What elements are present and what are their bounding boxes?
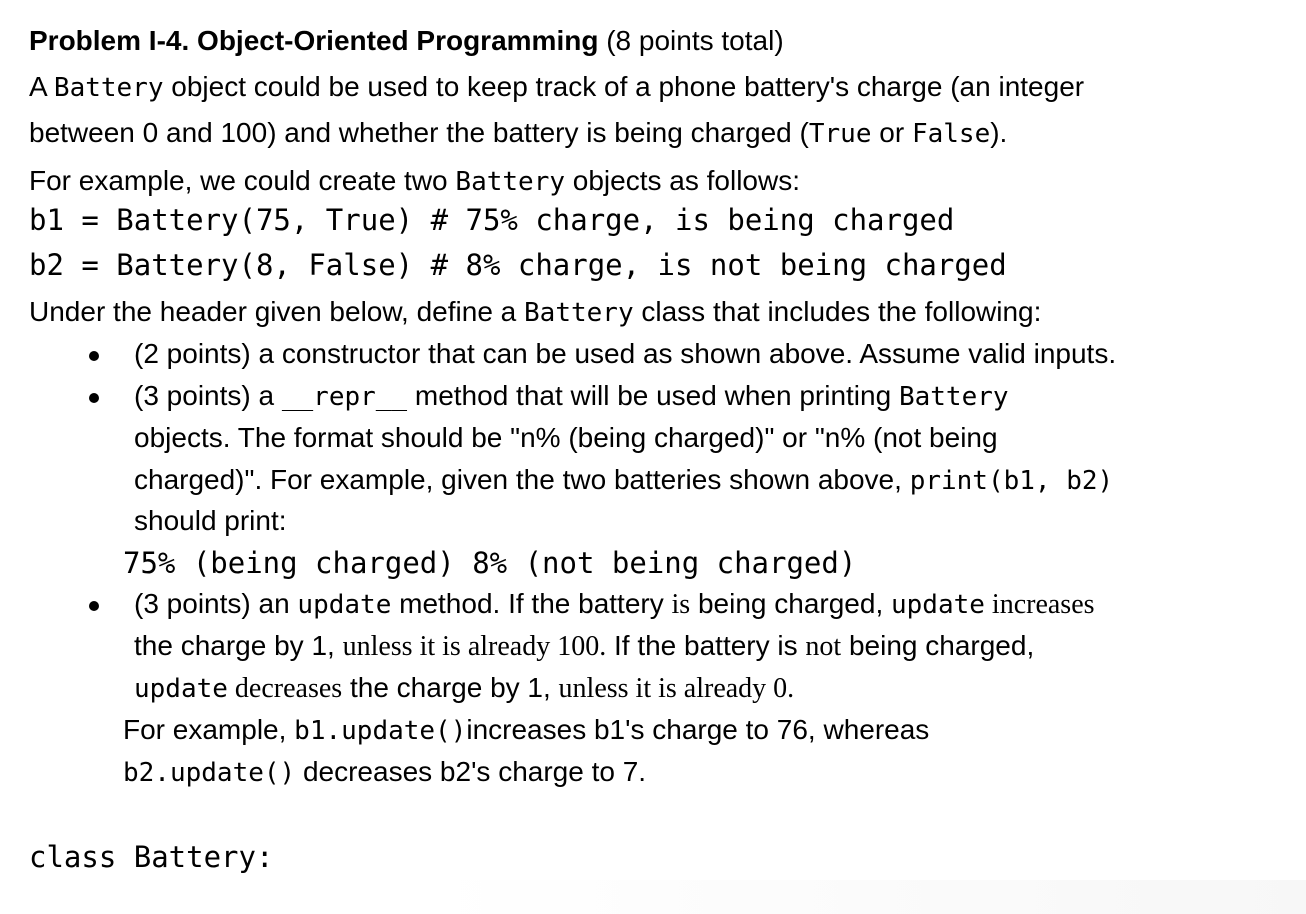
- inline-code-repr: __repr__: [281, 382, 408, 412]
- bullet-3-line-4: For example, b1.update()increases b1's charge to 76, whereas: [123, 714, 930, 746]
- bullet-2-line-4: should print:: [134, 505, 287, 536]
- inline-code-update: update: [297, 590, 392, 620]
- bullet-2-line-3: charged)". For example, given the two batteries shown above, print(b1, b2): [134, 464, 1114, 496]
- bullet-1-text: (2 points) a constructor that can be used as shown above. Assume valid inputs.: [134, 338, 1117, 369]
- inline-code-b2-update: b2.update(): [123, 758, 296, 788]
- problem-points: (8 points total): [598, 25, 784, 56]
- inline-code-true: True: [808, 119, 872, 149]
- intro-line-1: A Battery object could be used to keep track of a phone battery's charge (an integer: [29, 71, 1085, 103]
- expected-output: 75% (being charged) 8% (not being charged): [123, 546, 857, 580]
- bullet-dot: [89, 601, 99, 611]
- code-line-b1: b1 = Battery(75, True) # 75% charge, is being charged: [29, 203, 955, 237]
- bullet-3-line-3: update decreases the charge by 1, unless it is already 0.: [134, 672, 795, 704]
- inline-code-battery: Battery: [524, 298, 634, 328]
- inline-code-update: update: [134, 674, 228, 704]
- inline-code-battery: Battery: [898, 382, 1009, 412]
- answer-area-shade: [430, 880, 1306, 914]
- problem-header: [29, 24, 784, 58]
- bullet-dot: [89, 393, 99, 403]
- intro-line-3: For example, we could create two Battery objects as follows:: [29, 165, 800, 197]
- inline-code-battery: Battery: [455, 167, 565, 197]
- bullet-3-line-1: (3 points) an update method. If the battery is being charged, update increases: [134, 588, 1095, 620]
- bullet-3-line-5: b2.update() decreases b2's charge to 7.: [123, 756, 647, 788]
- class-header-code: class Battery:: [29, 840, 274, 874]
- bullet-dot: [89, 351, 99, 361]
- inline-code-false: False: [911, 119, 991, 149]
- inline-code-print: print(b1, b2): [909, 466, 1114, 496]
- instruction-line: Under the header given below, define a Battery class that includes the following:: [29, 296, 1042, 328]
- intro-line-2: between 0 and 100) and whether the battery is being charged (True or False).: [29, 117, 1008, 149]
- bullet-2-line-1: (3 points) a __repr__ method that will be used when printing Battery: [134, 380, 1009, 412]
- bullet-2-line-2: objects. The format should be "n% (being charged)" or "n% (not being: [134, 422, 998, 453]
- inline-code-b1-update: b1.update(): [294, 716, 467, 746]
- code-line-b2: b2 = Battery(8, False) # 8% charge, is not being charged: [29, 248, 1007, 282]
- problem-title: Problem I-4. Object-Oriented Programming: [29, 25, 599, 56]
- inline-code-battery: Battery: [53, 73, 164, 103]
- bullet-3-line-2: the charge by 1, unless it is already 100. If the battery is not being charged,: [134, 630, 1035, 662]
- inline-code-update: update: [891, 590, 985, 620]
